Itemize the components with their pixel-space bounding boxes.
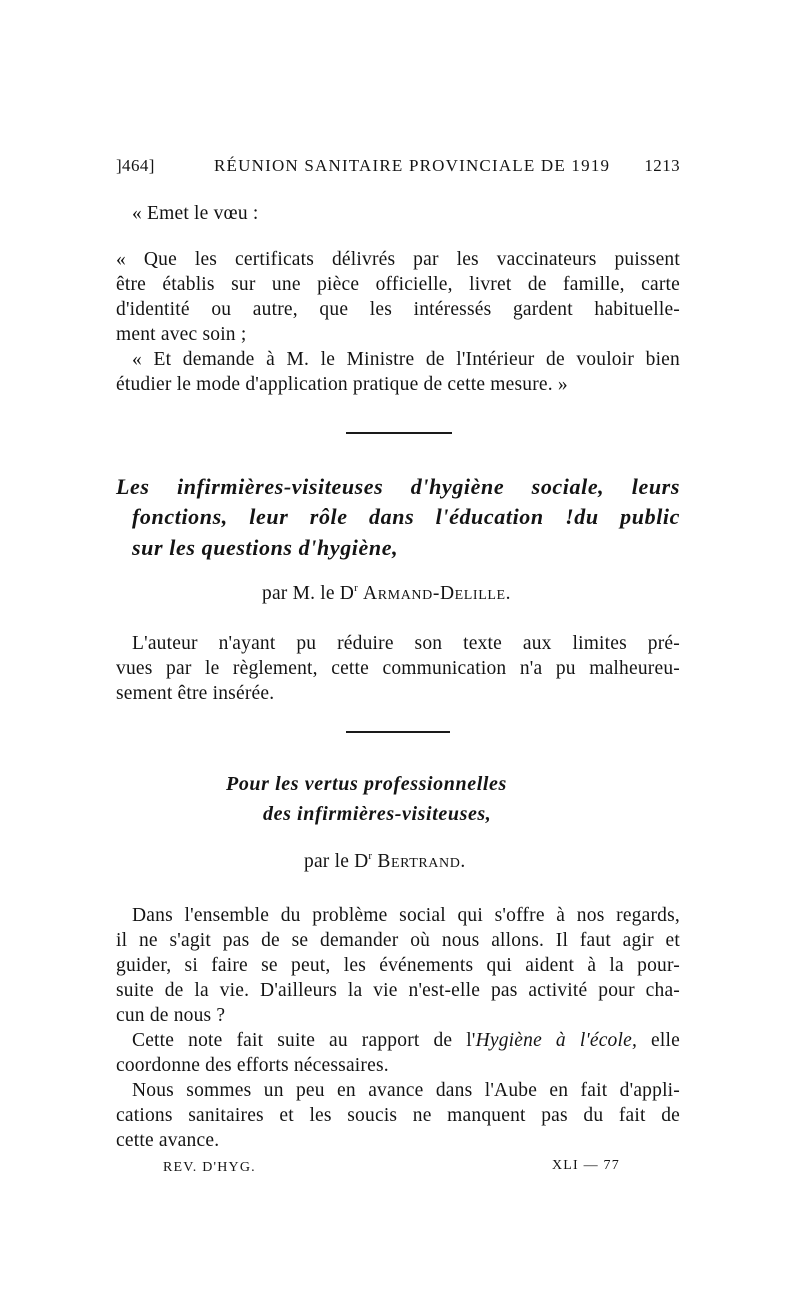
section-divider	[346, 731, 450, 733]
author-name: Armand-Delille.	[363, 583, 512, 604]
article2-body-line: il ne s'agit pas de se demander où nous allons. Il faut agir et	[116, 930, 680, 951]
byline-prefix: par le D	[304, 851, 369, 872]
article2-byline	[304, 851, 466, 873]
article2-last-line: Nous sommes un peu en avance dans l'Aube en fait d'appli-	[132, 1080, 680, 1101]
byline-prefix: par M. le D	[262, 583, 355, 604]
author-name: Bertrand.	[377, 851, 466, 872]
header-title: RÉUNION SANITAIRE PROVINCIALE DE 1919	[214, 156, 611, 175]
header-left-page-number: ]464]	[116, 156, 155, 175]
vote-paragraph-line: d'identité ou autre, que les intéressés gardent habituelle-	[116, 299, 680, 320]
vote-paragraph-line: étudier le mode d'application pratique de cette mesure. »	[116, 374, 568, 395]
article1-byline	[262, 583, 511, 605]
article1-body-line: L'auteur n'ayant pu réduire son texte aux limites pré-	[132, 633, 680, 654]
article2-title-line: Pour les vertus professionnelles	[226, 773, 507, 795]
article1-body-line: vues par le règlement, cette communication n'a pu malheureu-	[116, 658, 680, 679]
note-text: elle	[637, 1030, 680, 1051]
vote-intro: « Emet le vœu :	[132, 203, 259, 224]
section-divider	[346, 432, 452, 434]
article2-body-line: cun de nous ?	[116, 1005, 226, 1026]
vote-paragraph-line: « Et demande à M. le Ministre de l'Intérieur de vouloir bien	[132, 349, 680, 370]
byline-superscript: r	[354, 582, 358, 594]
article2-title-line: des infirmières-visiteuses,	[263, 803, 492, 825]
vote-paragraph-line: « Que les certificats délivrés par les vaccinateurs puissent	[116, 249, 680, 270]
running-header	[116, 156, 680, 180]
article2-body-line: guider, si faire se peut, les événements qui aident à la pour-	[116, 955, 680, 976]
article2-last-line: cations sanitaires et les soucis ne manquent pas du fait de	[116, 1105, 680, 1126]
header-right-page-number: 1213	[644, 156, 680, 175]
article1-title-line: fonctions, leur rôle dans l'éducation !du public	[132, 504, 680, 529]
article2-note-line	[132, 1030, 680, 1052]
byline-superscript: r	[368, 850, 373, 862]
footer-signature-mark: XLI — 77	[552, 1158, 620, 1173]
article2-last-line: cette avance.	[116, 1130, 220, 1151]
vote-paragraph-line: être établis sur une pièce officielle, livret de famille, carte	[116, 274, 680, 295]
footer-journal-abbrev: REV. D'HYG.	[163, 1160, 256, 1175]
article1-title-line: Les infirmières-visiteuses d'hygiène sociale, leurs	[116, 474, 680, 499]
article1-body-line: sement être insérée.	[116, 683, 275, 704]
note-italic-title: Hygiène à l'école,	[475, 1030, 638, 1051]
vote-paragraph-line: ment avec soin ;	[116, 324, 247, 345]
article2-note-line: coordonne des efforts nécessaires.	[116, 1055, 389, 1076]
article1-title-line: sur les questions d'hygiène,	[132, 535, 399, 560]
article2-body-line: suite de la vie. D'ailleurs la vie n'est-elle pas activité pour cha-	[116, 980, 680, 1001]
article2-body-line: Dans l'ensemble du problème social qui s'offre à nos regards,	[132, 905, 680, 926]
note-text: Cette note fait suite au rapport de l'	[132, 1030, 476, 1051]
